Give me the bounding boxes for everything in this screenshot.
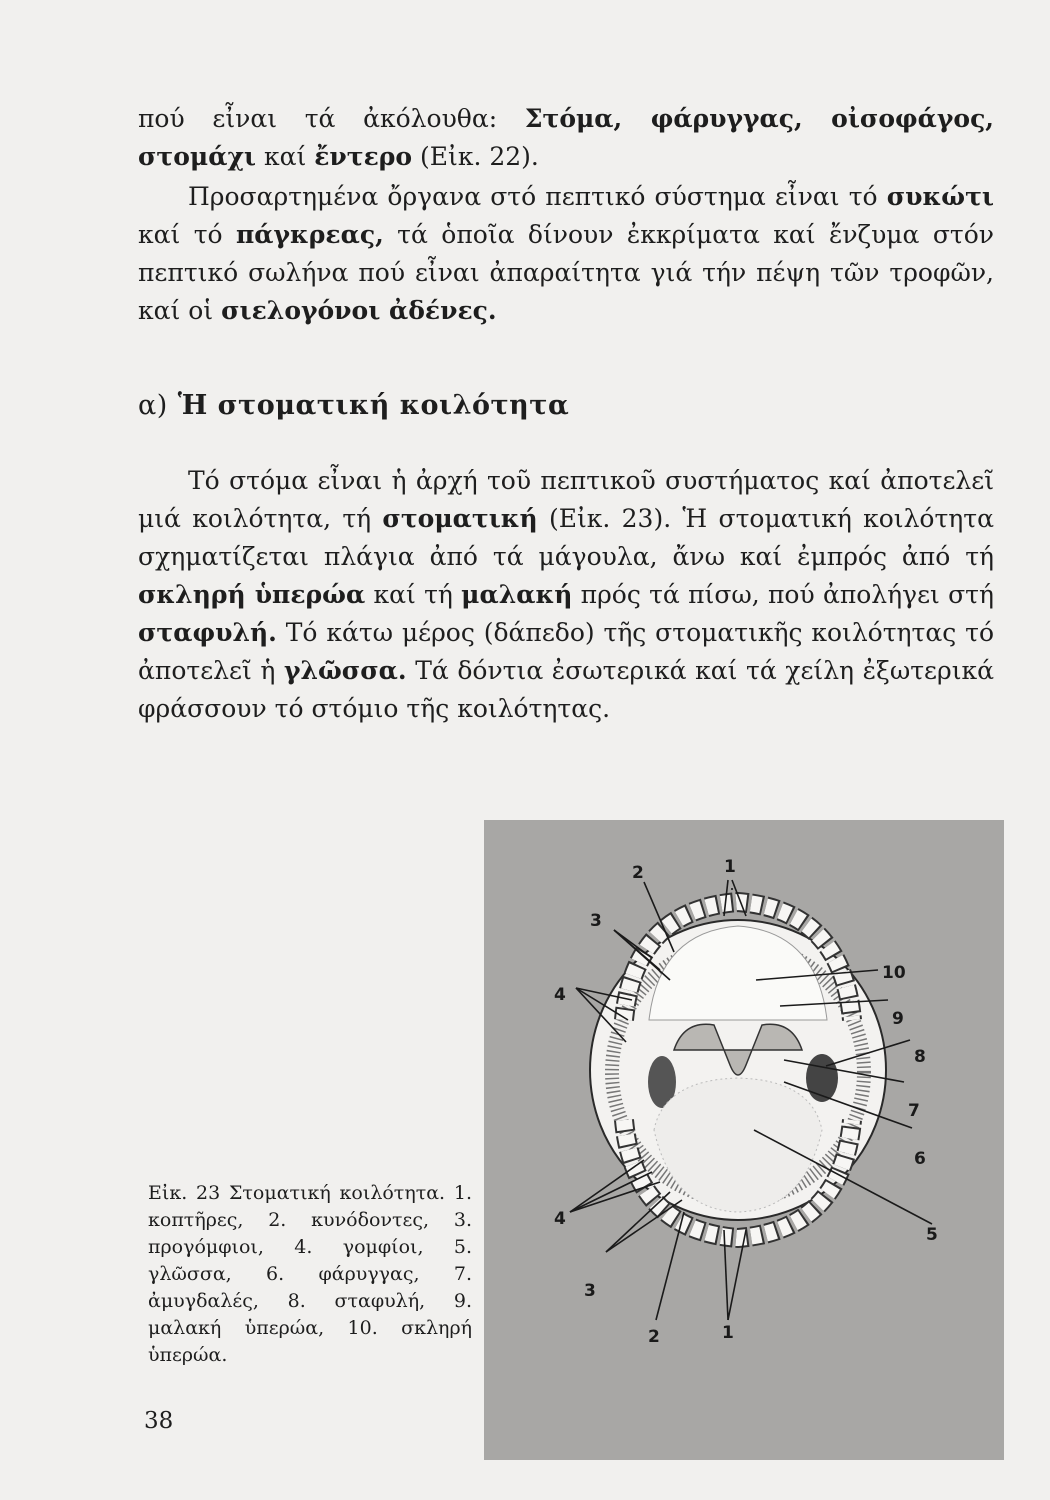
bold-term: σκληρή ὑπερώα [138, 580, 366, 609]
label-4-bottom: 4 [554, 1209, 566, 1229]
label-6: 6 [914, 1149, 926, 1169]
label-9: 9 [892, 1009, 904, 1029]
bold-term: πάγκρεας, [236, 220, 384, 249]
mouth-diagram [484, 820, 1004, 1460]
text-run: (Εἰκ. 23). Ἡ στοματική κοιλότητα σχηματίζεται πλάγια ἀπό τά μάγουλα, ἄνω καί ἐμπρός ἀπό τή [138, 504, 994, 571]
bold-term: Στόμα, φάρυγγας, οἰσοφάγος, στομάχι [138, 104, 994, 171]
label-10: 10 [882, 963, 906, 983]
label-1-top: 1 [724, 857, 736, 877]
section-title: Ἡ στοματική κοιλότητα [177, 390, 570, 421]
text-run: καί [256, 142, 315, 171]
label-8: 8 [914, 1047, 926, 1067]
intro-paragraph [138, 100, 994, 176]
text-run: Τά δόντια ἐσωτερικά καί τά χείλη ἐξωτερικά φράσσουν τό στόμιο τῆς κοιλότητας. [138, 656, 995, 723]
text-run: καί τή [365, 580, 462, 609]
text-run: (Εἰκ. 22). [412, 142, 539, 171]
accessory-organs-paragraph [138, 178, 994, 330]
bold-term: ἔντερο [314, 142, 413, 171]
oral-cavity-paragraph [138, 462, 994, 728]
page-number: 38 [144, 1408, 174, 1434]
bold-term: συκώτι [886, 182, 994, 211]
bold-term: στοματική [382, 504, 538, 533]
label-4-top: 4 [554, 985, 566, 1005]
text-run: Τό κάτω μέρος (δάπεδο) τῆς στοματικῆς κοιλότητας τό ἀποτελεῖ ἡ [138, 618, 994, 685]
text-run: καί τό [138, 220, 236, 249]
text-run: τά ὁποῖα δίνουν ἐκκρίματα καί ἔνζυμα στόν πεπτικό σωλήνα πού εἶναι ἀπαραίτητα γιά τήν πέψη τῶν τροφῶν, καί οἱ [138, 220, 994, 325]
label-2-top: 2 [632, 863, 644, 883]
label-7: 7 [908, 1101, 920, 1121]
text-run: Τό στόμα εἶναι ἡ ἀρχή τοῦ πεπτικοῦ συστήματος καί ἀποτελεῖ μιά κοιλότητα, τή [138, 466, 994, 533]
text-run: πού εἶναι τά ἀκόλουθα: [138, 104, 525, 133]
bold-term: σιελογόνοι ἀδένες. [221, 296, 497, 325]
bold-term: γλῶσσα. [283, 656, 407, 685]
text-run: πρός τά πίσω, πού ἀπολήγει στή [572, 580, 994, 609]
bold-term: σταφυλή. [138, 618, 277, 647]
oral-cavity-figure [484, 820, 1004, 1460]
section-heading [138, 390, 569, 421]
label-1-bottom: 1 [722, 1323, 734, 1343]
text-run: Προσαρτημένα ὄργανα στό πεπτικό σύστημα εἶναι τό [188, 182, 887, 211]
label-2-bottom: 2 [648, 1327, 660, 1347]
section-number: α) [138, 390, 168, 421]
label-3-bottom: 3 [584, 1281, 596, 1301]
label-3-top: 3 [590, 911, 602, 931]
label-5: 5 [926, 1225, 938, 1245]
bold-term: μαλακή [461, 580, 573, 609]
right-tonsil [806, 1054, 838, 1102]
figure-caption: Εἰκ. 23 Στοματική κοιλότητα. 1. κοπτῆρες, 2. κυνόδοντες, 3. προγόμφιοι, 4. γομφίοι, 5. γλῶσσα, 6. φάρυγγας, 7. ἀμυγδαλές, 8. σταφυλή, 9. μαλακή ὑπερώα, 10. σκληρή ὑπερώα. [148, 1182, 472, 1366]
